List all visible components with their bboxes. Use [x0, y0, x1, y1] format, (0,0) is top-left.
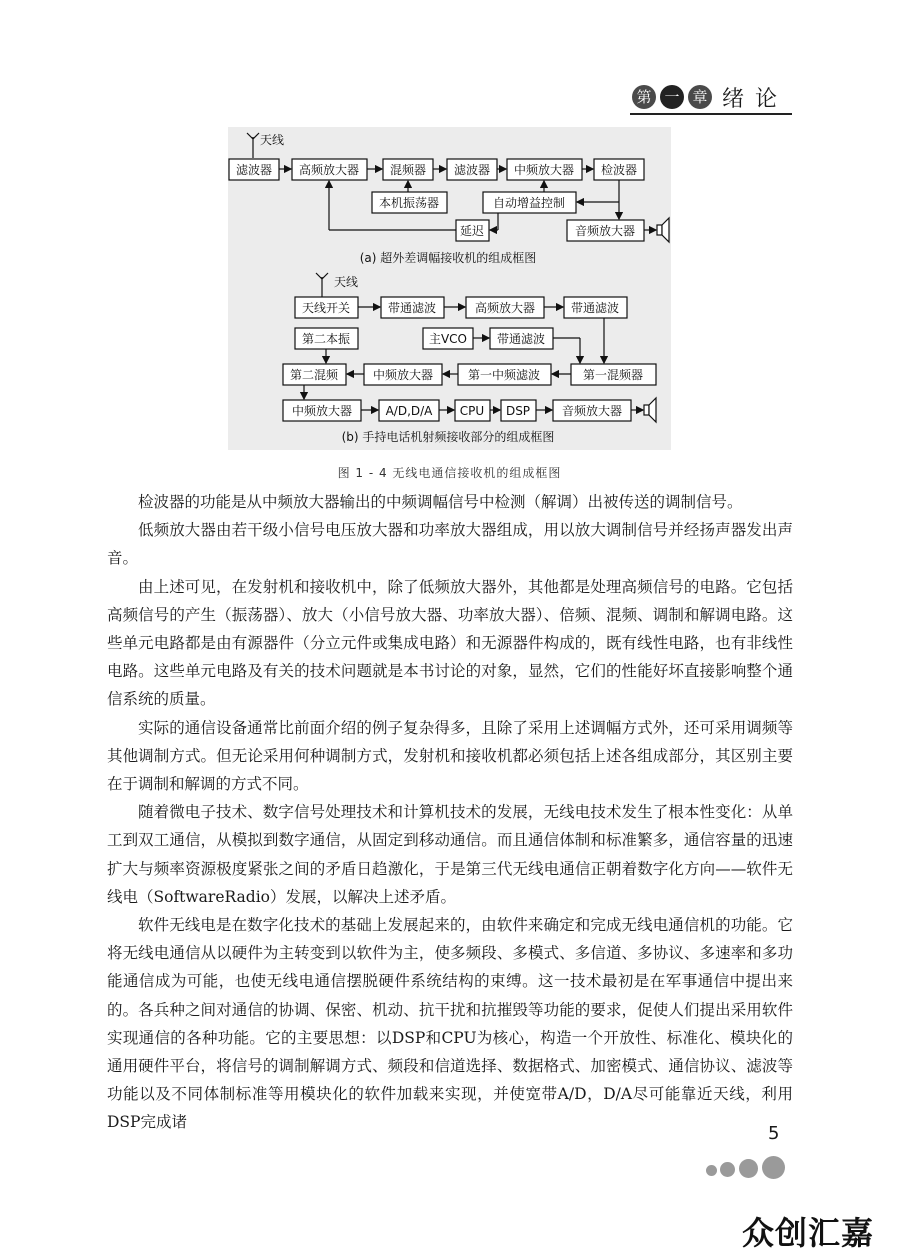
paragraph: 检波器的功能是从中频放大器输出的中频调幅信号中检测（解调）出被传送的调制信号。 [138, 493, 743, 511]
label-second-osc-b: 第二本振 [301, 332, 351, 346]
label-filter1-a: 滤波器 [235, 163, 273, 177]
label-delay-a: 延迟 [459, 224, 485, 238]
label-bpf3-b: 带通滤波 [496, 332, 546, 346]
label-if-amp-a: 中频放大器 [513, 163, 575, 177]
label-cpu-b: CPU [459, 404, 485, 418]
chapter-suffix: 章 [688, 85, 712, 109]
label-bpf2-b: 带通滤波 [570, 301, 620, 315]
speaker-icon [644, 398, 656, 422]
label-if-amp-b: 中频放大器 [372, 368, 434, 382]
figure-caption: 图 1 - 4 无线电通信接收机的组成框图 [337, 466, 562, 480]
antenna-label-a: 天线 [260, 133, 285, 147]
caption-b: (b) 手持电话机射频接收部分的组成框图 [341, 430, 555, 444]
label-second-mixer-b: 第二混频 [289, 368, 339, 382]
paragraph: 软件无线电是在数字化技术的基础上发展起来的，由软件来确定和完成无线电通信机的功能。它将无线电通信从以硬件为主转变到以软件为主，使多频段、多模式、多信道、多协议、多速率和多功能通信成为可能，也使无线电通信摆脱硬件系统结构的束缚。这一技术最初是在军事通信中提出来的。各兵种之间对通信的协调、保密、机动、抗干扰和抗摧毁等功能的要求，促使人们提出采用软件实现通信的各种功能。它的主要思想：以DSP和CPU为核心，构造一个开放性、标准化、模块化的通用硬件平台，将信号的调制解调方式、频段和信道选择、数据格式、加密模式、通信协议、滤波等功能以及不同体制标准等用模块化的软件加载来实现，并使宽带A/D，D/A尽可能靠近天线，利用DSP完成诸 [107, 916, 793, 1132]
label-mixer-a: 混频器 [389, 163, 427, 177]
label-first-mixer-b: 第一混频器 [582, 368, 644, 382]
page-number: 5 [768, 1123, 780, 1144]
dot [706, 1165, 717, 1176]
label-main-vco-b: 主VCO [428, 332, 468, 346]
chapter-header [630, 82, 795, 112]
caption-a: (a) 超外差调幅接收机的组成框图 [359, 251, 537, 265]
watermark-logo: 众创汇嘉 [742, 1214, 875, 1252]
chapter-title: 绪 论 [722, 86, 779, 112]
antenna-icon [316, 273, 328, 297]
chapter-number: 一 [660, 85, 684, 109]
speaker-icon [657, 218, 669, 242]
label-rf-amp-b: 高频放大器 [474, 301, 536, 315]
paragraph: 由上述可见，在发射机和接收机中，除了低频放大器外，其他都是处理高频信号的电路。它包括高频信号的产生（振荡器）、放大（小信号放大器、功率放大器）、倍频、混频、调制和解调电路。这些单元电路都是由有源器件（分立元件或集成电路）和无源器件构成的，既有线性电路，也有非线性电路。这些单元电路及有关的技术问题就是本书讨论的对象，显然，它们的性能好坏直接影响整个通信系统的质量。 [107, 577, 793, 709]
label-ant-switch-b: 天线开关 [301, 301, 351, 315]
paragraph: 低频放大器由若干级小信号电压放大器和功率放大器组成，用以放大调制信号并经扬声器发出声音。 [107, 521, 793, 568]
paragraph: 随着微电子技术、数字信号处理技术和计算机技术的发展，无线电技术发生了根本性变化：从单工到双工通信，从模拟到数字通信，从固定到移动通信。而且通信体制和标准繁多，通信容量的迅速扩大与频率资源极度紧张之间的矛盾日趋激化，于是第三代无线电通信正朝着数字化方向——软件无线电（SoftwareRadio）发展，以解决上述矛盾。 [107, 803, 793, 906]
header-rule [630, 113, 792, 115]
chapter-prefix: 第 [632, 85, 656, 109]
figure [228, 127, 671, 450]
label-filter2-a: 滤波器 [453, 163, 491, 177]
antenna-label-b: 天线 [334, 275, 359, 289]
label-rf-amp-a: 高频放大器 [298, 163, 360, 177]
label-detector-a: 检波器 [600, 163, 638, 177]
label-audio-amp-b: 音频放大器 [561, 404, 623, 418]
label-first-if-filter-b: 第一中频滤波 [467, 368, 541, 382]
dot [739, 1159, 758, 1178]
label-audio-amp-a: 音频放大器 [574, 224, 636, 238]
antenna-icon [247, 133, 259, 158]
dot [720, 1162, 735, 1177]
paragraph: 实际的通信设备通常比前面介绍的例子复杂得多，且除了采用上述调幅方式外，还可采用调频等其他调制方式。但无论采用何种调制方式，发射机和接收机都必须包括上述各组成部分，其区别主要在于调制和解调的方式不同。 [107, 718, 793, 794]
label-bpf1-b: 带通滤波 [387, 301, 437, 315]
label-adda-b: A/D,D/A [385, 404, 433, 418]
label-dsp-b: DSP [505, 404, 531, 418]
dot [762, 1156, 785, 1179]
label-if-amp2-b: 中频放大器 [291, 404, 353, 418]
block-diagrams [228, 127, 671, 450]
body-text [107, 488, 793, 1137]
label-local-osc-a: 本机振荡器 [378, 196, 440, 210]
label-agc-a: 自动增益控制 [492, 196, 566, 210]
